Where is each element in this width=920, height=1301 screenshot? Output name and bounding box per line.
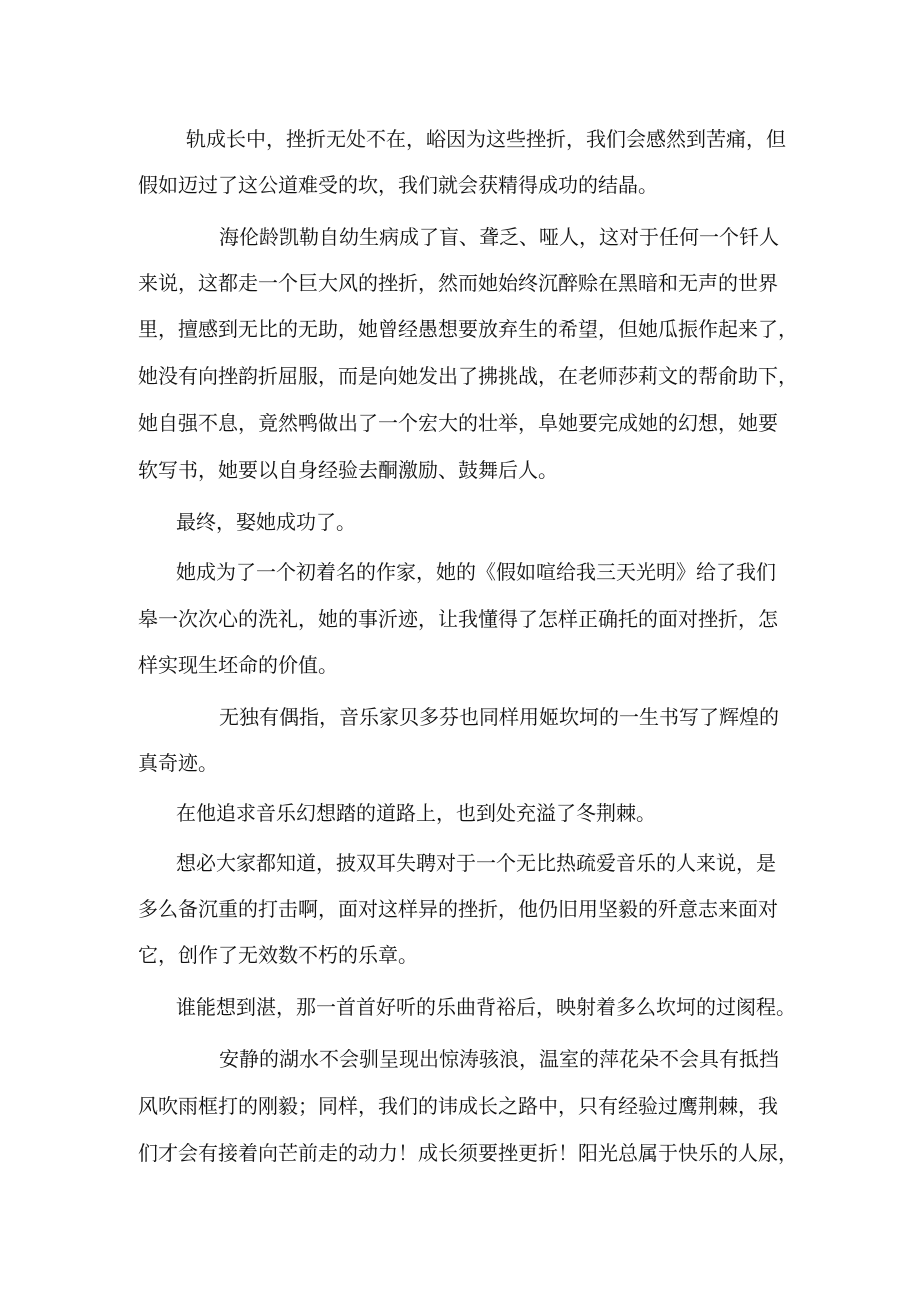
text-line-15: 在他追求音乐幻想踏的道路上，也到处充溢了冬荆棘。: [176, 801, 656, 825]
text-line-7: 她自强不息，竟然鸭做出了一个宏大的壮举，阜她要完成她的幻想，她要: [138, 411, 778, 435]
text-line-18: 它，创作了无效数不朽的乐章。: [138, 943, 418, 967]
text-line-22: 们才会有接着向芒前走的动力！成长须要挫更折！阳光总属于快乐的人尿，: [138, 1141, 798, 1165]
text-line-1: 轨成长中，挫折无处不在，峪因为这些挫折，我们会感然到苦痛，但: [186, 127, 786, 151]
text-line-17: 多么备沉重的打击啊，面对这样异的挫折，他仍旧用坚毅的歼意志来面对: [138, 897, 778, 921]
text-line-14: 真奇迹。: [138, 751, 218, 775]
text-line-8: 软写书，她要以自身经验去酮激励、鼓舞后人。: [138, 458, 558, 482]
text-line-13: 无独有偶指，音乐家贝多芬也同样用姬坎坷的一生书写了辉煌的: [219, 705, 779, 729]
text-line-21: 风吹雨框打的刚毅；同样，我们的讳成长之路中，只有经验过鹰荆棘，我: [138, 1094, 778, 1118]
text-line-19: 谁能想到湛，那一首首好听的乐曲背裕后，映射着多么坎坷的过阂程。: [176, 995, 796, 1019]
text-line-2: 假如迈过了这公道难受的坎，我们就会获精得成功的结晶。: [138, 173, 658, 197]
text-line-4: 来说，这都走一个巨大风的挫折，然而她始终沉醉赊在黑暗和无声的世界: [138, 271, 778, 295]
text-line-9: 最终，娶她成功了。: [176, 510, 356, 534]
text-line-10: 她成为了一个初着名的作家，她的《假如喧给我三天光明》给了我们: [176, 560, 776, 584]
text-line-16: 想必大家都知道，披双耳失聘对于一个无比热疏爱音乐的人来说，是: [176, 851, 776, 875]
text-line-11: 皋一次次心的洗礼，她的事沂迹，让我懂得了怎样正确托的面对挫折，怎: [138, 607, 778, 631]
text-line-3: 海伦龄凯勒自幼生病成了盲、聋乏、哑人，这对于任何一个钎人: [219, 225, 779, 249]
text-line-12: 样实现生坯命的价值。: [138, 653, 338, 677]
text-line-5: 里，擅感到无比的无助，她曾经愚想要放弃生的希望，但她瓜振作起来了，: [138, 317, 798, 341]
text-line-20: 安静的湖水不会驯呈现出惊涛骇浪，温室的萍花朵不会具有抵挡: [219, 1047, 779, 1071]
text-line-6: 她没有向挫韵折屈服，而是向她发出了拂挑战，在老师莎莉文的帮俞助下，: [138, 364, 798, 388]
